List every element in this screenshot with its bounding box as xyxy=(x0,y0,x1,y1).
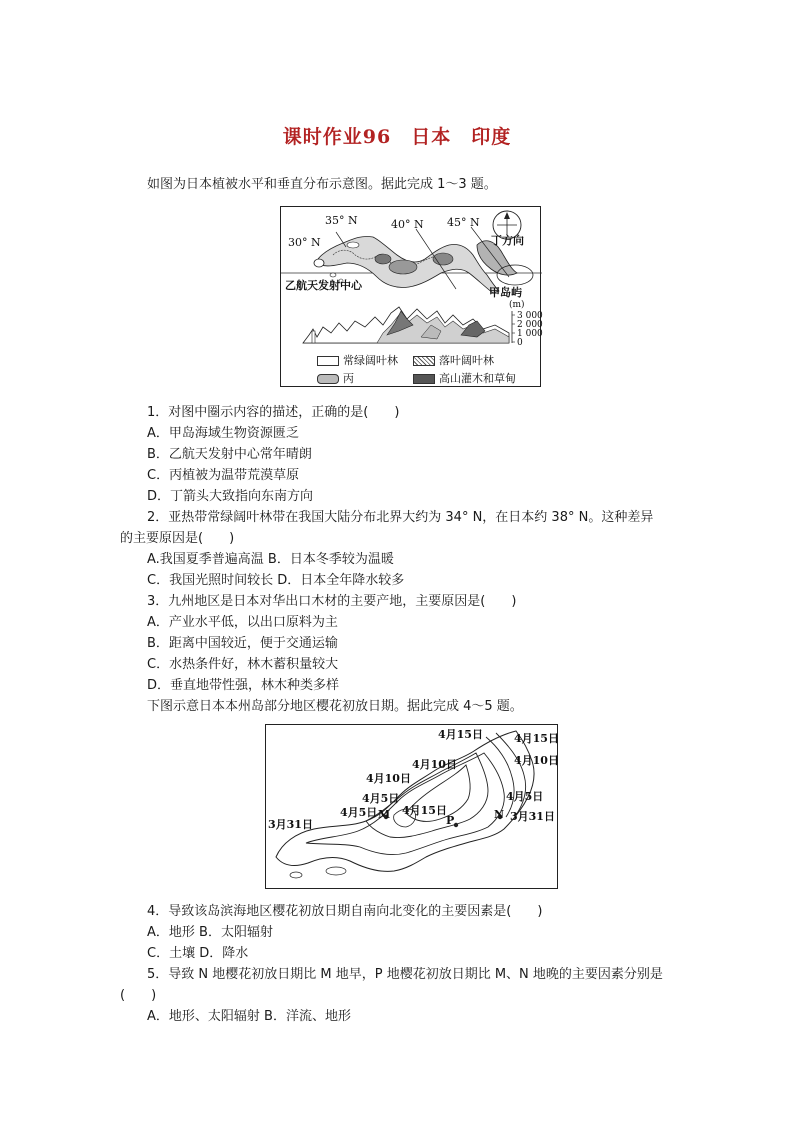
q3-option-b: B．距离中国较近，便于交通运输 xyxy=(147,636,338,651)
point-label-p: P xyxy=(446,814,455,827)
isoline-label-apr10-a: 4月10日 xyxy=(412,758,457,771)
isoline-label-apr5-a: 4月5日 xyxy=(362,792,400,805)
lat-label-35: 35° N xyxy=(325,214,358,227)
isoline-label-apr5-c: 4月5日 xyxy=(506,790,544,803)
isoline-label-apr10-b: 4月10日 xyxy=(514,754,559,767)
isoline-label-apr15-c: 4月15日 xyxy=(402,804,447,817)
q5-stem-line2: ( ) xyxy=(120,988,157,1003)
isoline-label-apr15-a: 4月15日 xyxy=(438,728,483,741)
elev-tick-2000: 2 000 xyxy=(517,320,543,330)
lat-label-45: 45° N xyxy=(447,216,480,229)
isoline-label-mar31-a: 3月31日 xyxy=(268,818,313,831)
q3-option-d: D．垂直地带性强，林木种类多样 xyxy=(147,678,340,693)
intro-text-1: 如图为日本植被水平和垂直分布示意图。据此完成 1～3 题。 xyxy=(147,177,497,192)
q5-options-line1: A．地形、太阳辐射 B．洋流、地形 xyxy=(147,1009,351,1024)
q3-option-c: C．水热条件好，林木蓄积量较大 xyxy=(147,657,339,672)
lat-label-40: 40° N xyxy=(391,218,424,231)
legend-alpine xyxy=(413,370,516,386)
legend-deciduous xyxy=(413,352,494,368)
legend-evergreen xyxy=(317,352,398,368)
elev-tick-3000: 3 000 xyxy=(517,311,543,321)
isoline-label-apr10-c: 4月10日 xyxy=(366,772,411,785)
cherry-blossom-figure xyxy=(265,724,558,889)
legend-bing-swatch xyxy=(317,374,339,384)
q1-option-d: D．丁箭头大致指向东南方向 xyxy=(147,489,314,504)
q2-options-line1: A.我国夏季普遍高温 B．日本冬季较为温暖 xyxy=(147,552,394,567)
point-label-n: N xyxy=(494,808,505,821)
intro-text-2: 下图示意日本本州岛部分地区樱花初放日期。据此完成 4～5 题。 xyxy=(147,699,523,714)
point-label-m: M xyxy=(378,808,391,821)
q5-stem-line1: 5．导致 N 地樱花初放日期比 M 地早，P 地樱花初放日期比 M、N 地晚的主要因素分别是 xyxy=(147,967,663,982)
page-title: 课时作业96 日本 印度 xyxy=(282,126,512,148)
q3-stem: 3．九州地区是日本对华出口木材的主要产地，主要原因是( ) xyxy=(147,594,517,609)
legend-deciduous-swatch xyxy=(413,356,435,366)
isoline-label-apr15-b: 4月15日 xyxy=(514,732,559,745)
q1-option-a: A．甲岛海域生物资源匮乏 xyxy=(147,426,299,441)
q4-stem: 4．导致该岛滨海地区樱花初放日期自南向北变化的主要因素是( ) xyxy=(147,904,543,919)
elev-tick-0: 0 xyxy=(517,338,523,348)
q4-options-line2: C．土壤 D．降水 xyxy=(147,946,249,961)
legend-deciduous-label: 落叶阔叶林 xyxy=(439,354,494,367)
q1-option-c: C．丙植被为温带荒漠草原 xyxy=(147,468,300,483)
q2-options-line2: C．我国光照时间较长 D．日本全年降水较多 xyxy=(147,573,405,588)
q2-stem-line1: 2．亚热带常绿阔叶林带在我国大陆分布北界大约为 34° N，在日本约 38° N。这种差异 xyxy=(147,510,654,525)
legend-bing xyxy=(317,370,354,386)
q3-option-a: A．产业水平低，以出口原料为主 xyxy=(147,615,338,630)
legend-evergreen-swatch xyxy=(317,356,339,366)
launch-center-label: 乙航天发射中心 xyxy=(285,279,362,292)
vegetation-figure xyxy=(280,206,541,387)
island-label: 甲岛屿 xyxy=(489,286,522,299)
isoline-label-apr5-b: 4月5日 xyxy=(340,806,378,819)
q4-options-line1: A．地形 B．太阳辐射 xyxy=(147,925,273,940)
compass-label: 丁方向 xyxy=(491,234,524,247)
unit-label: (m) xyxy=(509,300,525,310)
legend-alpine-label: 高山灌木和草甸 xyxy=(439,372,516,385)
legend-evergreen-label: 常绿阔叶林 xyxy=(343,354,398,367)
isoline-label-mar31-b: 3月31日 xyxy=(510,810,555,823)
q1-option-b: B．乙航天发射中心常年晴朗 xyxy=(147,447,312,462)
lat-label-30: 30° N xyxy=(288,236,321,249)
legend-bing-label: 丙 xyxy=(343,372,354,385)
elev-tick-1000: 1 000 xyxy=(517,329,543,339)
q2-stem-line2: 的主要原因是( ) xyxy=(120,531,235,546)
legend-alpine-swatch xyxy=(413,374,435,384)
q1-stem: 1．对图中圈示内容的描述，正确的是( ) xyxy=(147,405,400,420)
